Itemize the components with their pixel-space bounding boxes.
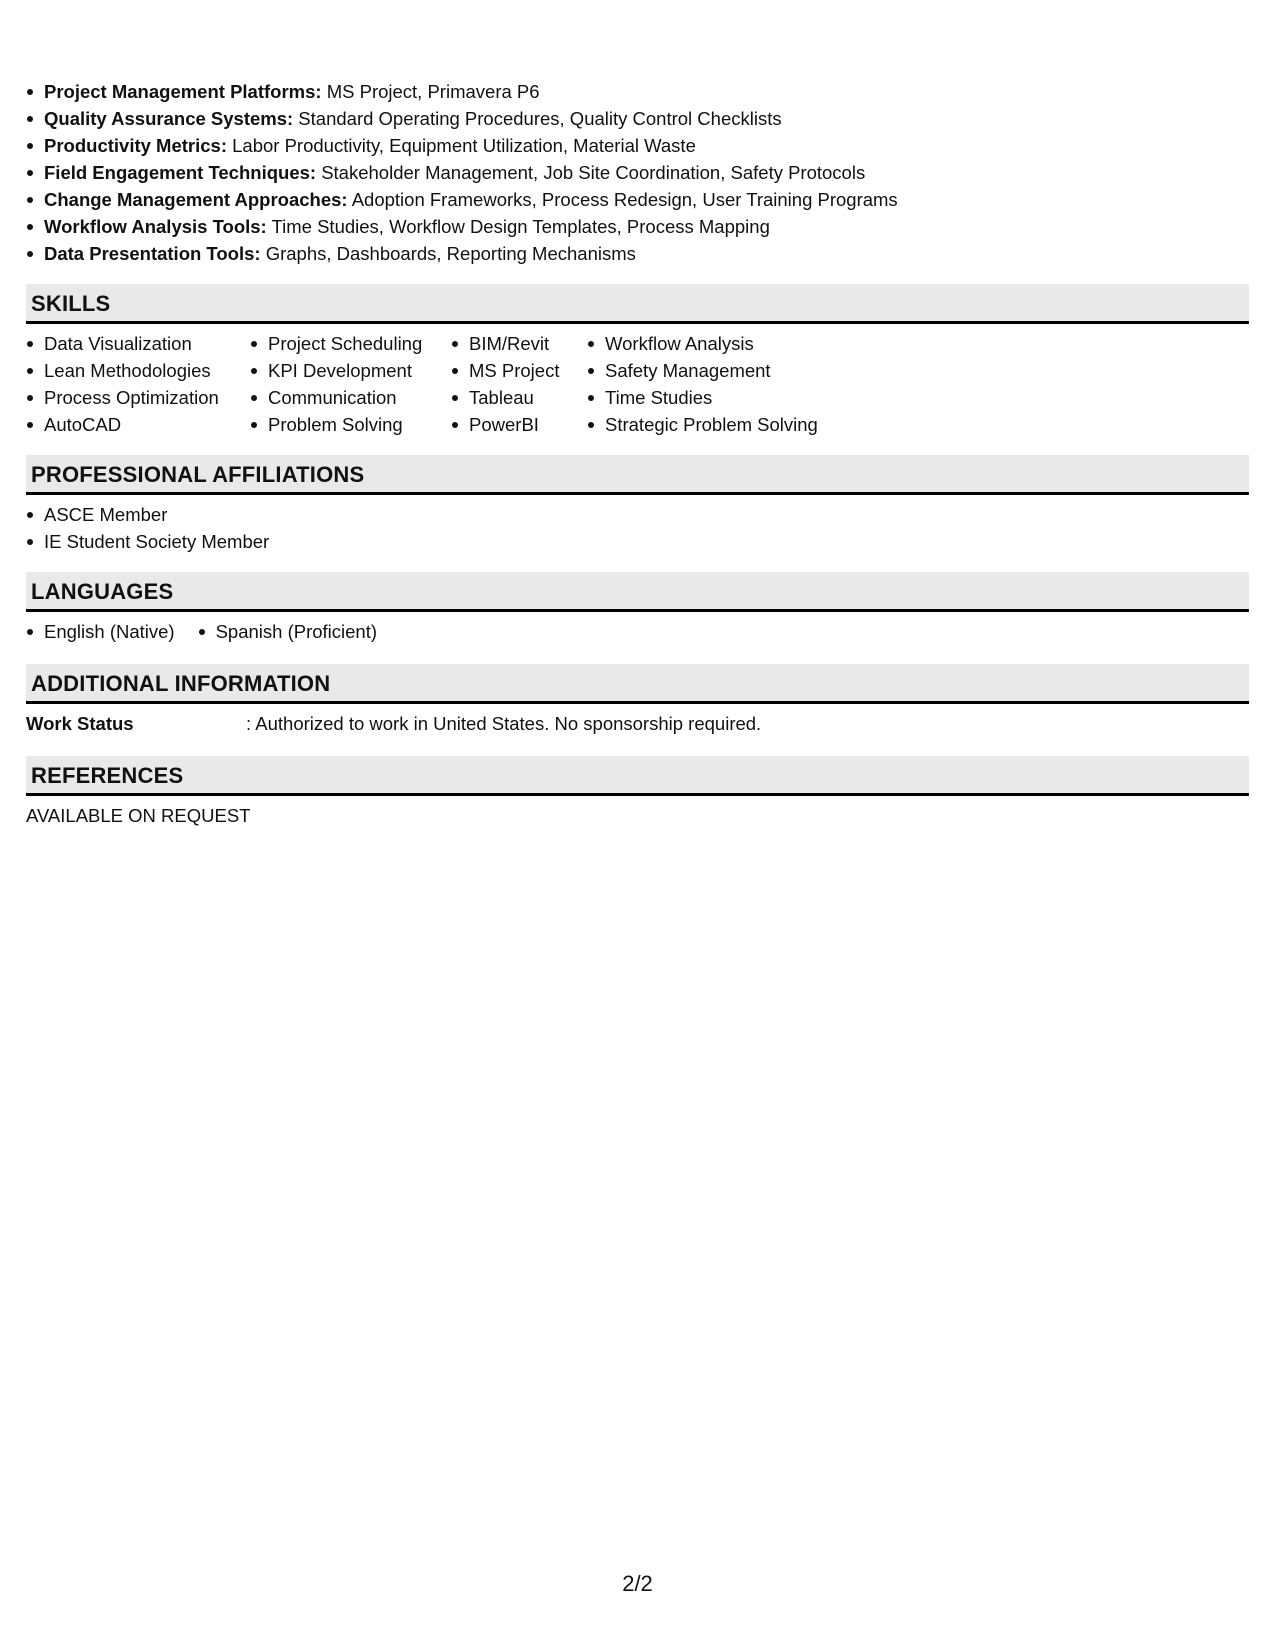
tool-category-label: Field Engagement Techniques:: [44, 162, 317, 183]
tool-category-value: Stakeholder Management, Job Site Coordination, Safety Protocols: [316, 162, 866, 183]
skill-item: Tableau: [451, 384, 587, 411]
affiliations-list: [26, 501, 1249, 555]
tool-category-value: Time Studies, Workflow Design Templates, Process Mapping: [266, 216, 770, 237]
section-title: ADDITIONAL INFORMATION: [31, 670, 331, 696]
skill-item: BIM/Revit: [451, 330, 587, 357]
languages-section-header: [26, 572, 1249, 612]
section-title: SKILLS: [31, 290, 111, 316]
skill-item: KPI Development: [250, 357, 451, 384]
languages-list: [26, 618, 1249, 645]
list-item: [26, 213, 1249, 240]
list-item: [26, 78, 1249, 105]
affiliation-item: ASCE Member: [26, 501, 1249, 528]
tool-category-value: Standard Operating Procedures, Quality Control Checklists: [293, 108, 782, 129]
tool-category-value: Labor Productivity, Equipment Utilization, Material Waste: [227, 135, 696, 156]
tool-category-value: Adoption Frameworks, Process Redesign, User Training Programs: [347, 189, 898, 210]
skill-item: Data Visualization: [26, 330, 250, 357]
tool-category-label: Project Management Platforms:: [44, 81, 322, 102]
tools-list: [26, 78, 1249, 267]
references-text: AVAILABLE ON REQUEST: [26, 805, 251, 826]
list-item: [26, 132, 1249, 159]
skills-column: [26, 330, 250, 438]
page-number: 2/2: [622, 1571, 653, 1596]
additional-info-section-header: [26, 664, 1249, 704]
skill-item: Safety Management: [587, 357, 887, 384]
skill-item: Time Studies: [587, 384, 887, 411]
list-item: [26, 159, 1249, 186]
list-item: [26, 240, 1249, 267]
affiliations-section-header: [26, 455, 1249, 495]
list-item: [26, 105, 1249, 132]
work-status-row: [26, 710, 1249, 737]
work-status-label: Work Status: [26, 713, 134, 734]
skills-section-header: [26, 284, 1249, 324]
language-item: Spanish (Proficient): [198, 618, 377, 645]
skill-item: Lean Methodologies: [26, 357, 250, 384]
skill-item: Strategic Problem Solving: [587, 411, 887, 438]
tool-category-label: Quality Assurance Systems:: [44, 108, 294, 129]
references-section-header: [26, 756, 1249, 796]
tool-category-label: Data Presentation Tools:: [44, 243, 261, 264]
skills-column: [587, 330, 887, 438]
skills-column: [451, 330, 587, 438]
work-status-value: : Authorized to work in United States. No sponsorship required.: [246, 713, 762, 734]
tool-category-value: MS Project, Primavera P6: [321, 81, 540, 102]
tool-category-label: Workflow Analysis Tools:: [44, 216, 267, 237]
skill-item: Communication: [250, 384, 451, 411]
skill-item: AutoCAD: [26, 411, 250, 438]
skill-item: MS Project: [451, 357, 587, 384]
skills-column: [250, 330, 451, 438]
list-item: [26, 186, 1249, 213]
skill-item: Project Scheduling: [250, 330, 451, 357]
skill-item: Problem Solving: [250, 411, 451, 438]
tool-category-label: Change Management Approaches:: [44, 189, 348, 210]
affiliation-item: IE Student Society Member: [26, 528, 1249, 555]
section-title: PROFESSIONAL AFFILIATIONS: [31, 461, 365, 487]
skill-item: Process Optimization: [26, 384, 250, 411]
language-item: English (Native): [26, 618, 175, 645]
section-title: REFERENCES: [31, 762, 184, 788]
section-title: LANGUAGES: [31, 578, 174, 604]
skill-item: PowerBI: [451, 411, 587, 438]
tool-category-label: Productivity Metrics:: [44, 135, 227, 156]
resume-page: [26, 78, 1249, 829]
skills-grid: [26, 330, 1249, 438]
skill-item: Workflow Analysis: [587, 330, 887, 357]
tool-category-value: Graphs, Dashboards, Reporting Mechanisms: [260, 243, 636, 264]
